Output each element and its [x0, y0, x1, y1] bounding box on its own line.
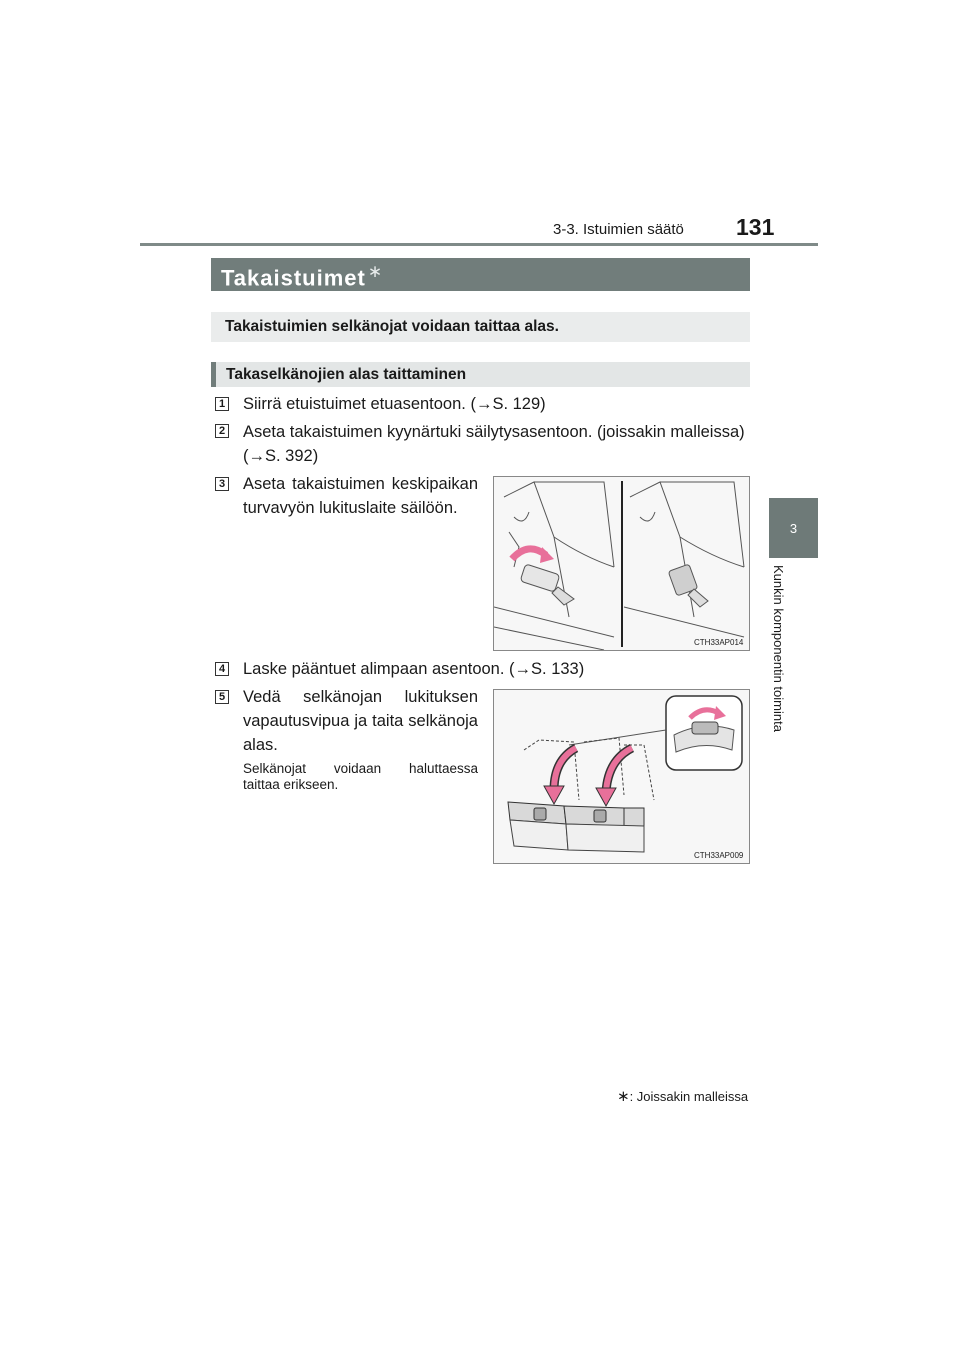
- chapter-title-vertical: Kunkin komponentin toiminta: [771, 565, 786, 732]
- step-number-5: 5: [215, 690, 229, 704]
- note-line2: taittaa erikseen.: [243, 777, 339, 792]
- step-5-line3: alas.: [243, 736, 278, 754]
- step-number-4: 4: [215, 662, 229, 676]
- footnote-asterisk: ∗: [617, 1088, 630, 1105]
- step-number-3: 3: [215, 477, 229, 491]
- section-title: 3-3. Istuimien säätö: [553, 221, 684, 238]
- step-4-text: Laske pääntuet alimpaan asentoon. (→S. 133): [243, 660, 585, 678]
- seatback-illustration: [494, 690, 749, 863]
- step-number-1: 1: [215, 397, 229, 411]
- header-rule: [140, 243, 818, 246]
- step-2-line1: Aseta takaistuimen kyynärtuki säilytysasentoon. (joissakin malleissa): [243, 423, 745, 441]
- step-5-line2: vapautusvipua ja taita selkänoja: [243, 712, 478, 730]
- intro-text: Takaistuimien selkänojat voidaan taittaa alas.: [225, 318, 559, 335]
- page-title-bar: [211, 258, 750, 291]
- chapter-tab[interactable]: 3: [769, 498, 818, 558]
- seatbelt-illustration: [494, 477, 749, 650]
- subheading-text: Takaselkänojien alas taittaminen: [226, 366, 467, 383]
- step-1-text: Siirrä etuistuimet etuasentoon. (→S. 129): [243, 395, 546, 413]
- figure-2-code: CTH33AP009: [694, 851, 744, 860]
- step-number-2: 2: [215, 424, 229, 438]
- figure-seatbelt-stowage: [493, 476, 750, 651]
- page-title: Takaistuimet: [221, 265, 366, 291]
- subheading: [211, 362, 750, 387]
- figure-fold-seatback: [493, 689, 750, 864]
- asterisk-marker: ∗: [367, 262, 384, 281]
- note-line1: Selkänojat voidaan haluttaessa: [243, 761, 478, 776]
- step-5-line1: Vedä selkänojan lukituksen: [243, 688, 478, 706]
- step-3-line1: Aseta takaistuimen keskipaikan: [243, 475, 478, 493]
- step-2-line2: (→S. 392): [243, 447, 319, 465]
- intro-box: [211, 312, 750, 342]
- footnote-text: : Joissakin malleissa: [629, 1089, 749, 1104]
- footnote: [617, 1087, 748, 1105]
- step-3-line2: turvavyön lukituslaite säilöön.: [243, 499, 458, 517]
- figure-1-code: CTH33AP014: [694, 638, 744, 647]
- page-number: 131: [736, 214, 775, 240]
